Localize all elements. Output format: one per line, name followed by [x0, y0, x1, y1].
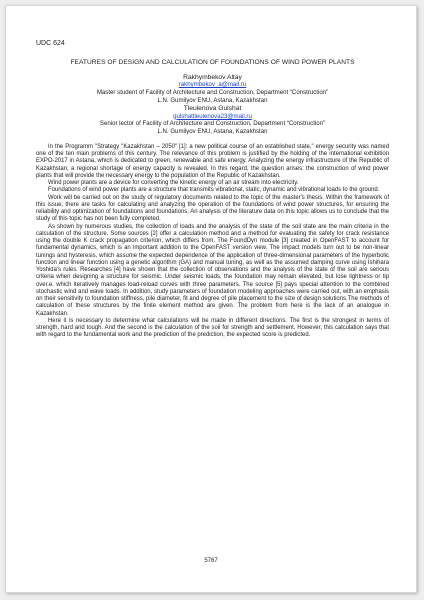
page-number: 5767 [204, 558, 218, 564]
paragraph: Foundations of wind power plants are a structure that transmits vibrational, static, dynamic and vibrational loads to the ground. [48, 187, 380, 194]
paragraph: Wind power plants are a device for converting the kinetic energy of an air stream into electricity. [48, 180, 299, 187]
author-institution: L.N. Gumilyov ENU, Astana, Kazakhstan [157, 128, 268, 136]
paper-title: FEATURES OF DESIGN AND CALCULATION OF FOUNDATIONS OF WIND POWER PLANTS [70, 59, 355, 66]
author-email-link[interactable]: gulshattleulenova23@mail.ru [173, 112, 252, 120]
author-affiliation: Master student of Facility of Architecture and Construction, Department “Construction” [96, 89, 329, 97]
paragraph: Here it is necessary to determine what calculations will be made in different directions. The first is the strongest in terms of strength, hard and tough. And the second is the calculation of the soil for strength and settlement. However, this calculation says that with regard to the fundamental work and the prediction of the prediction, the expected score is predicted. [36, 317, 389, 339]
paragraph: Work will be carried out on the study of regulatory documents related to the topic of the master's thesis. Within the framework of this issue, there are tasks for calculating and analyzing the operation of the foundations of wind power structures, for ensuring the reliability and optimization of foundations and foundations. An analysis of the literature data on this topic allows us to conclude that the study of this topic has not been fully completed. [36, 194, 389, 223]
author-name: Rakhymbekov Altay [183, 73, 242, 81]
author-institution: L.N. Gumilyov ENU, Astana, Kazakhstan [157, 96, 268, 104]
author-affiliation: Senior lector of Facility of Architecture and Construction, Department “Construction” [99, 120, 326, 128]
author-block-1 [36, 74, 389, 136]
page-content [36, 40, 389, 340]
udc-code: UDC 624 [36, 40, 65, 47]
paragraph: In the Programm "Strategy "Kazakhstan – 2050" [1]: a new political course of an established state," energy security was named one of the ten main problems of this century. The relevance of this problem is justified by the holding of the international exhibition EXPO-2017 in Astana, which is dedicated to green, renewable and safe energy. Analyzing the energy infrastructure of the Republic of Kazakhstan, a regional shortage of energy capacity is revealed. In this regard, the question arises: the construction of wind power plants that will provide the necessary energy to the population of the Republic of Kazakhstan. [36, 143, 389, 179]
paragraph: As shown by numerous studies, the collection of loads and the analysis of the state of the soil state are the main criteria in the calculation of the structure. Some sources [2] offer a calculation method and a method for evaluating the safety for crack resistance using the double K crack propagation criterion, which differs from. The FoundDyn module [3] created in OpenFAST to account for fundamental dynamics, which is an important addition to the OpenFAST version view. The impact models turn out to be non-linear tunings and hysteresis, which assume the expected dependence of the application of three-dimensional parameters of the hyperbolic function and linear function using a genetic algorithm (GA) and manual tuning, as well as the assumed damping curve using Ishihara Yoshida's rules. Researches [4] have shown that the collection of observations and the analysis of the state of the soil are serious criteria when designing a structure for seismic. Under seismic loads, the foundation may remain elevated, but lose lightness or tip over.e. which iteratively manages load-reload curves with three parameters. The source [5] pays special attention to the combined stochastic wind and wave loads. In addition, study parameters of foundation modeling approaches were carried out, with an emphasis on their sensitivity to foundation stiffness, pile diameter, fit and degree of pile placement to the size of design solutions.The methods of calculation of these structures by the finite element method are given. The problem from here is the lack of an analogue in Kazakhstan. [36, 223, 389, 317]
author-email-link[interactable]: rakhymbekov_a@mail.ru [178, 81, 247, 89]
author-name: Tleulenova Gulshat [183, 104, 242, 112]
body-text [36, 144, 389, 340]
document-page [5, 5, 417, 593]
